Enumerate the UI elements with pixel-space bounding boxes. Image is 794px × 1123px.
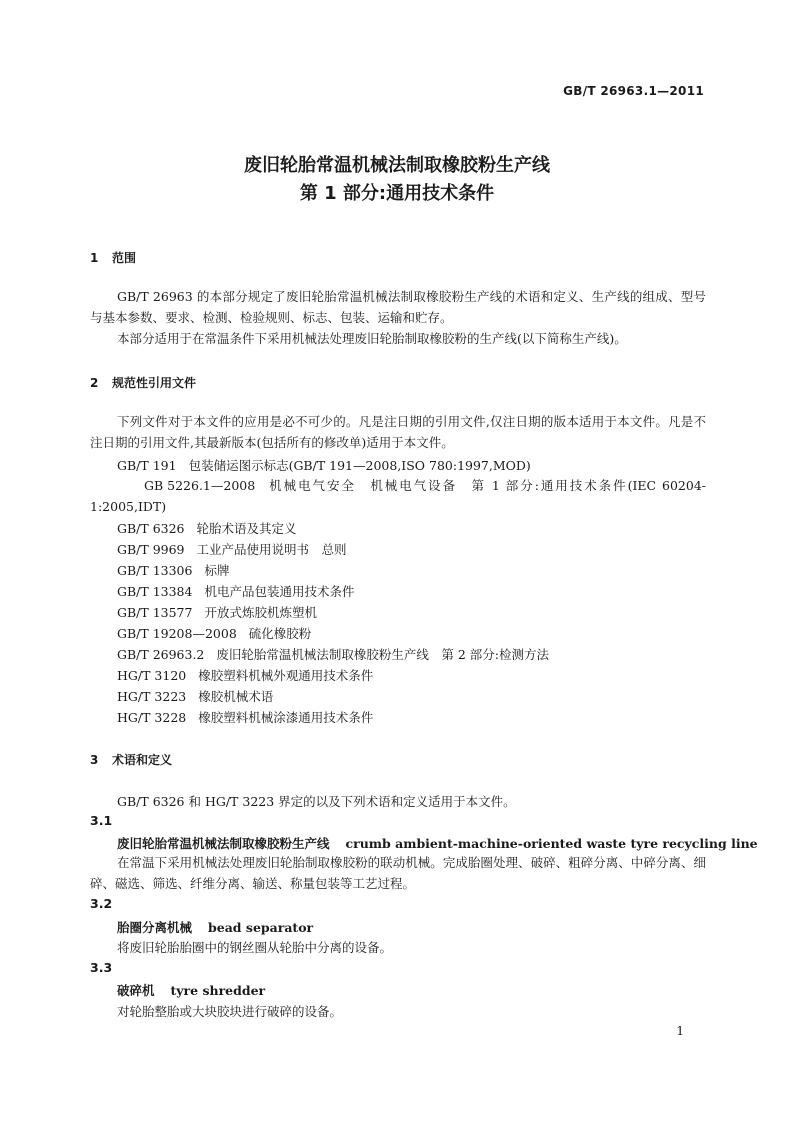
reference-code: GB/T 13384 — [117, 584, 193, 599]
term-definition: 将废旧轮胎胎圈中的钢丝圈从轮胎中分离的设备。 — [117, 940, 393, 955]
term-number: 3.2 — [90, 896, 113, 911]
reference-item — [117, 561, 229, 579]
reference-code: HG/T 3223 — [117, 689, 187, 704]
reference-code: HG/T 3228 — [117, 710, 187, 725]
section-heading-terms — [90, 751, 172, 768]
reference-item — [117, 666, 373, 684]
reference-code: GB/T 13577 — [117, 605, 193, 620]
standard-code: GB/T 26963.1—2011 — [563, 84, 704, 98]
reference-item — [117, 708, 373, 726]
page-number: 1 — [676, 1024, 684, 1038]
reference-title: 开放式炼胶机炼塑机 — [204, 605, 317, 620]
reference-code: GB/T 13306 — [117, 563, 193, 578]
reference-code: GB/T 19208—2008 — [117, 626, 237, 641]
reference-item — [90, 476, 706, 517]
reference-title: 机电产品包装通用技术条件 — [204, 584, 355, 599]
reference-code: GB 5226.1—2008 — [144, 478, 256, 493]
normative-intro: 下列文件对于本文件的应用是必不可少的。凡是注日期的引用文件,仅注日期的版本适用于本文件。凡是不注日期的引用文件,其最新版本(包括所有的修改单)适用于本文件。 — [90, 414, 706, 450]
reference-title: 橡胶塑料机械外观通用技术条件 — [198, 668, 374, 683]
reference-title: 橡胶塑料机械涂漆通用技术条件 — [198, 710, 374, 725]
reference-title: 橡胶机械术语 — [198, 689, 274, 704]
section-title: 术语和定义 — [112, 753, 173, 767]
reference-item — [117, 624, 311, 642]
reference-title: 工业产品使用说明书 总则 — [196, 542, 347, 557]
section-number: 1 — [90, 251, 99, 265]
document-title-line2: 第 1 部分:通用技术条件 — [299, 183, 495, 204]
term-heading — [117, 834, 758, 852]
reference-code: GB/T 191 — [117, 458, 177, 473]
term-heading — [117, 918, 313, 936]
scope-paragraph-1: GB/T 26963 的本部分规定了废旧轮胎常温机械法制取橡胶粉生产线的术语和定义、生产线的组成、型号与基本参数、要求、检测、检验规则、标志、包装、运输和贮存。 — [90, 289, 706, 325]
document-title-line1: 废旧轮胎常温机械法制取橡胶粉生产线 — [244, 155, 550, 176]
section-heading-normative — [90, 374, 196, 391]
reference-title: 标牌 — [204, 563, 230, 578]
reference-item — [117, 582, 354, 600]
reference-code: GB/T 6326 — [117, 521, 185, 536]
section-number: 3 — [90, 753, 99, 767]
reference-title: 硫化橡胶粉 — [248, 626, 312, 641]
reference-item — [117, 603, 317, 621]
section-title: 规范性引用文件 — [112, 376, 197, 390]
terms-intro: GB/T 6326 和 HG/T 3223 界定的以及下列术语和定义适用于本文件。 — [117, 794, 516, 809]
section-title: 范围 — [112, 251, 137, 265]
scope-paragraph-2: 本部分适用于在常温条件下采用机械法处理废旧轮胎制取橡胶粉的生产线(以下简称生产线)。 — [117, 331, 627, 346]
term-zh: 废旧轮胎常温机械法制取橡胶粉生产线 — [117, 836, 330, 851]
reference-code: HG/T 3120 — [117, 668, 187, 683]
reference-title: 包装储运图示标志(GB/T 191—2008,ISO 780:1997,MOD) — [188, 458, 531, 473]
section-number: 2 — [90, 376, 99, 390]
term-definition: 在常温下采用机械法处理废旧轮胎制取橡胶粉的联动机械。完成胎圈处理、破碎、粗碎分离、中碎分离、细碎、磁选、筛选、纤维分离、输送、称量包装等工艺过程。 — [90, 855, 706, 891]
reference-item — [117, 540, 347, 558]
term-number: 3.3 — [90, 960, 113, 975]
reference-title: 轮胎术语及其定义 — [196, 521, 297, 536]
reference-code: GB/T 9969 — [117, 542, 185, 557]
term-en: tyre shredder — [170, 983, 266, 998]
reference-title: 废旧轮胎常温机械法制取橡胶粉生产线 第 2 部分:检测方法 — [216, 647, 550, 662]
term-heading — [117, 981, 265, 999]
section-heading-scope — [90, 249, 136, 266]
reference-item — [117, 456, 531, 474]
term-zh: 胎圈分离机械 — [117, 920, 193, 935]
reference-item — [117, 687, 273, 705]
reference-item — [117, 519, 297, 537]
reference-code: GB/T 26963.2 — [117, 647, 205, 662]
reference-item — [117, 645, 549, 663]
term-zh: 破碎机 — [117, 983, 155, 998]
term-number: 3.1 — [90, 813, 113, 828]
reference-title: 机械电气安全 机械电气设备 第 1 部分:通用技术条件(IEC 60204-1:2005,IDT) — [90, 478, 706, 514]
term-en: crumb ambient-machine-oriented waste tyre recycling line — [345, 836, 758, 851]
term-en: bead separator — [208, 920, 314, 935]
term-definition: 对轮胎整胎或大块胶块进行破碎的设备。 — [117, 1004, 343, 1019]
